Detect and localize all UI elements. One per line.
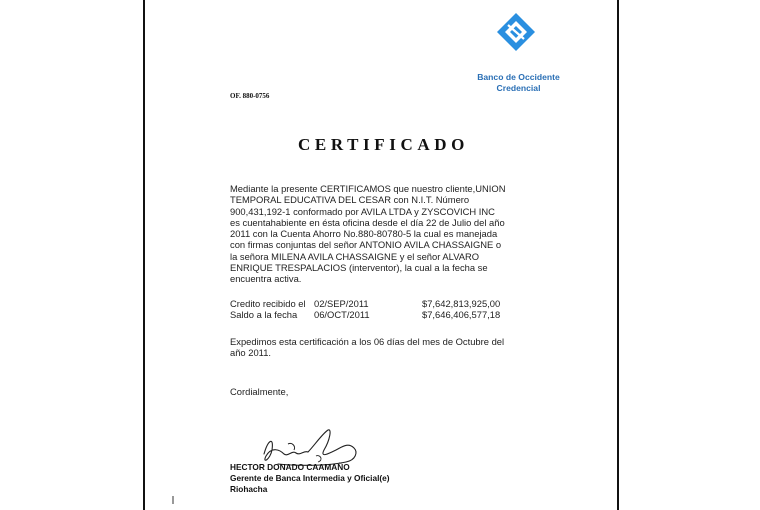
balance-amount: $7,646,406,577,18 — [422, 309, 501, 321]
closing-line: Expedimos esta certificación a los 06 días del mes de Octubre del — [230, 336, 505, 347]
body-line: la señora MILENA AVILA CHASSAIGNE y el señor ALVARO — [230, 250, 480, 262]
bank-name-block — [461, 72, 576, 94]
bank-name: Banco de Occidente — [477, 72, 560, 82]
balance-date: 02/SEP/2011 — [314, 298, 369, 309]
reference-number: OF. 880-0756 — [230, 92, 270, 100]
greeting: Cordialmente, — [230, 386, 289, 397]
signer-name: HECTOR DONADO CAAMAÑO — [230, 462, 350, 472]
bank-logo-icon — [496, 12, 536, 52]
body-line: 2011 con la Cuenta Ahorro No.880-80780-5 la cual es manejada — [230, 228, 498, 240]
balance-table — [230, 298, 500, 321]
signer-city: Riohacha — [230, 484, 268, 494]
certificate-body — [230, 183, 552, 285]
body-line: es cuentahabiente en ésta oficina desde el día 22 de Julio del año — [230, 216, 505, 228]
bank-subtitle: Credencial — [496, 83, 541, 93]
body-line: con firmas conjuntas del señor ANTONIO AVILA CHASSAIGNE o — [230, 239, 502, 251]
body-line: TEMPORAL EDUCATIVA DEL CESAR con N.I.T. Número — [230, 194, 470, 206]
document-title: CERTIFICADO — [298, 135, 469, 154]
balance-label: Saldo a la fecha — [230, 309, 298, 321]
balance-row — [230, 298, 500, 309]
margin-mark — [172, 496, 174, 504]
body-line: Mediante la presente CERTIFICAMOS que nuestro cliente,UNION — [230, 183, 506, 194]
balance-label: Credito recibido el — [230, 298, 306, 309]
balance-row — [230, 309, 500, 320]
balance-date: 06/OCT/2011 — [314, 309, 370, 321]
closing-paragraph — [230, 336, 552, 359]
body-line: 900,431,192-1 conformado por AVILA LTDA y ZYSCOVICH INC — [230, 205, 495, 217]
body-line: ENRIQUE TRESPALACIOS (interventor), la cual a la fecha se — [230, 262, 488, 274]
closing-line: año 2011. — [230, 347, 272, 359]
signer-title: Gerente de Banca Intermedia y Oficial(e) — [230, 473, 390, 483]
body-line: encuentra activa. — [230, 273, 302, 285]
balance-amount: $7,642,813,925,00 — [422, 298, 501, 309]
